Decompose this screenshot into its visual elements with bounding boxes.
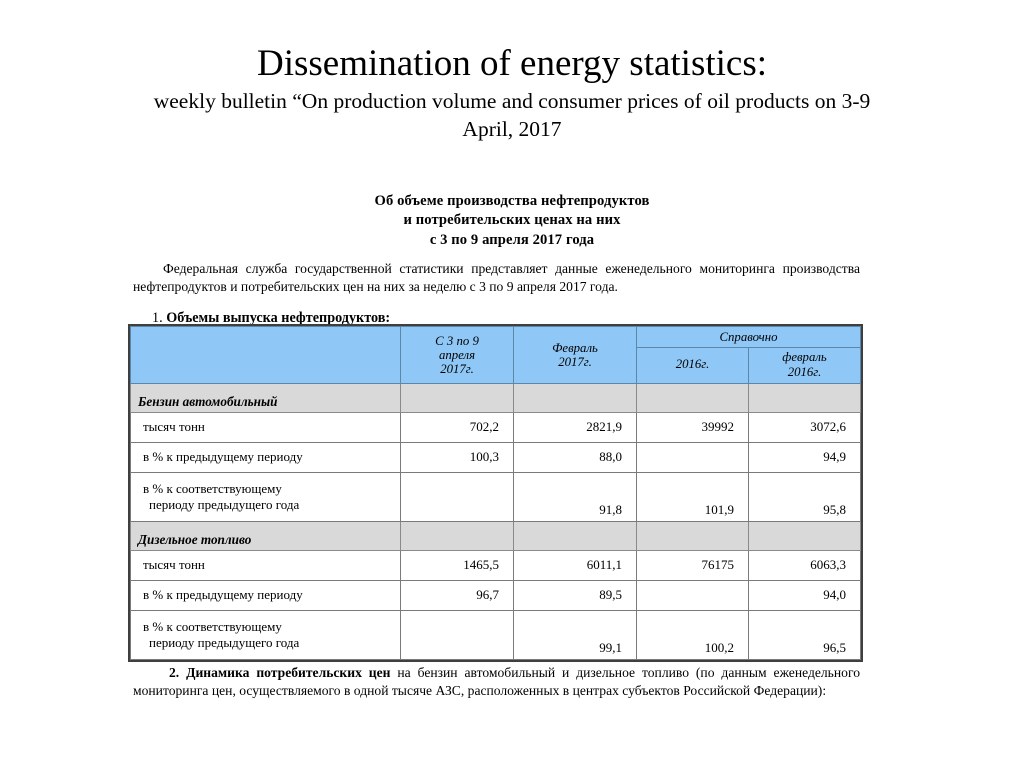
header-corner-cell — [131, 327, 401, 384]
header-col-period-line-3: 2017г. — [440, 362, 474, 377]
page-title: Dissemination of energy statistics: — [256, 43, 768, 84]
row-value: 89,5 — [514, 580, 637, 610]
section-spacer-cell — [401, 383, 514, 412]
header-col-february-2016 — [749, 348, 861, 384]
header-col-period — [401, 327, 514, 384]
row-value — [637, 442, 749, 472]
table-row — [131, 442, 861, 472]
document-heading-line-3: с 3 по 9 апреля 2017 года — [429, 231, 595, 248]
document-heading — [0, 186, 1024, 250]
row-label: в % к предыдущему периоду — [131, 580, 401, 610]
row-value: 3072,6 — [749, 412, 861, 442]
slide-subtitle-line-2: April, 2017 — [462, 117, 562, 142]
production-volume-table — [130, 326, 861, 660]
section-spacer-cell — [749, 521, 861, 550]
section-2-paragraph — [133, 664, 860, 701]
section-spacer-cell — [514, 383, 637, 412]
header-group-reference: Справочно — [637, 327, 861, 348]
row-value: 101,9 — [637, 472, 749, 521]
section-spacer-cell — [637, 521, 749, 550]
row-value — [637, 580, 749, 610]
table-row — [131, 472, 861, 521]
header-col-february-2016-line-1: февраль — [782, 350, 827, 365]
row-value: 94,0 — [749, 580, 861, 610]
section-1-number: 1. — [152, 310, 167, 326]
row-value: 6011,1 — [514, 550, 637, 580]
row-value: 39992 — [637, 412, 749, 442]
row-label-line-1: в % к соответствующему — [143, 481, 282, 497]
section-2-bold-lead: Динамика потребительских цен — [186, 665, 391, 680]
section-spacer-cell — [637, 383, 749, 412]
row-label-line-2: периоду предыдущего года — [149, 634, 300, 650]
table-row — [131, 550, 861, 580]
row-value: 6063,3 — [749, 550, 861, 580]
document-intro-paragraph: Федеральная служба государственной статистики представляет данные еженедельного мониторинга производства нефтепродуктов и потребительских цен на них за неделю с 3 по 9 апреля 2017 года. — [133, 261, 860, 295]
row-label-line-1: в % к соответствующему — [143, 619, 282, 635]
section-2-number: 2. — [169, 665, 187, 680]
section-label-diesel: Дизельное топливо — [131, 521, 401, 550]
header-col-february-2017-line-2: 2017г. — [558, 354, 592, 369]
row-value: 99,1 — [514, 610, 637, 659]
header-col-2016: 2016г. — [637, 348, 749, 384]
row-label: в % к предыдущему периоду — [131, 442, 401, 472]
row-value: 91,8 — [514, 472, 637, 521]
row-value: 96,5 — [749, 610, 861, 659]
row-value: 2821,9 — [514, 412, 637, 442]
row-value: 88,0 — [514, 442, 637, 472]
row-value: 95,8 — [749, 472, 861, 521]
table-row — [131, 610, 861, 659]
table-row — [131, 580, 861, 610]
header-col-february-2016-line-2: 2016г. — [787, 364, 822, 379]
table-header-row-1 — [131, 327, 861, 348]
slide-title-block — [62, 44, 962, 144]
row-value: 100,3 — [401, 442, 514, 472]
row-value: 1465,5 — [401, 550, 514, 580]
embedded-document — [0, 186, 1024, 746]
section-1-heading — [152, 310, 390, 327]
section-label-gasoline: Бензин автомобильный — [131, 383, 401, 412]
section-2-rest: на бензин автомобильный и дизельное топливо (по данным еженедельного мониторинга цен, осуществляемого в одной тысяче АЗС, расположенных в центрах субъектов Российской Федерации): — [133, 665, 860, 699]
header-col-february-2017 — [514, 327, 637, 384]
production-volume-table-wrapper — [130, 326, 860, 660]
table-section-header-row — [131, 521, 861, 550]
slide-subtitle-line-1: weekly bulletin “On production volume and consumer prices of oil products on 3-9 — [153, 89, 871, 114]
table-body — [131, 327, 861, 660]
section-spacer-cell — [514, 521, 637, 550]
row-label — [131, 472, 401, 521]
row-value: 702,2 — [401, 412, 514, 442]
row-value: 94,9 — [749, 442, 861, 472]
header-col-period-line-1: С 3 по 9 — [435, 333, 479, 348]
row-value — [401, 472, 514, 521]
row-value: 96,7 — [401, 580, 514, 610]
row-label-line-2: периоду предыдущего года — [149, 496, 300, 512]
row-value: 76175 — [637, 550, 749, 580]
row-label: тысяч тонн — [131, 550, 401, 580]
table-row — [131, 412, 861, 442]
row-label — [131, 610, 401, 659]
row-value — [401, 610, 514, 659]
row-value: 100,2 — [637, 610, 749, 659]
document-heading-line-2: и потребительских ценах на них — [403, 212, 621, 229]
header-col-february-2017-line-1: Февраль — [552, 340, 598, 355]
document-heading-line-1: Об объеме производства нефтепродуктов — [374, 193, 650, 209]
table-section-header-row — [131, 383, 861, 412]
section-1-title: Объемы выпуска нефтепродуктов: — [166, 310, 391, 326]
slide-subtitle — [62, 88, 962, 144]
section-spacer-cell — [401, 521, 514, 550]
header-col-period-line-2: апреля — [438, 347, 476, 362]
row-label: тысяч тонн — [131, 412, 401, 442]
section-spacer-cell — [749, 383, 861, 412]
